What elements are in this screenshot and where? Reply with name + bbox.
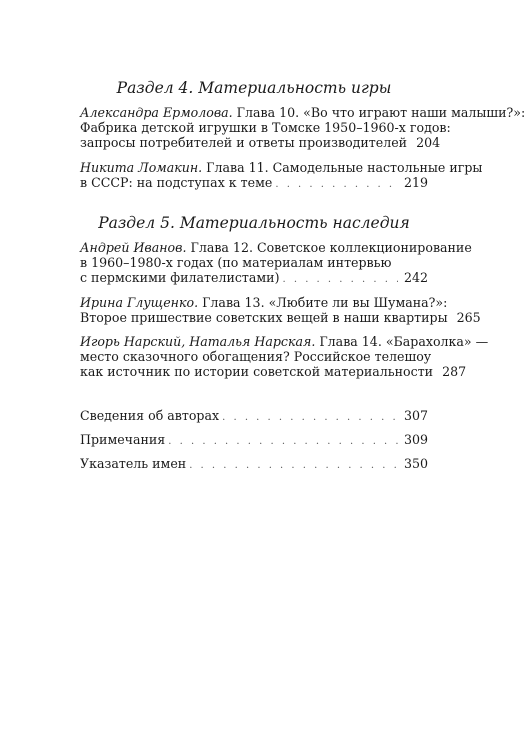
toc-entry-authors[interactable] [80,408,428,425]
dot-leader [222,410,398,425]
page-number: 265 [456,309,481,325]
entry-author: Игорь Нарский, Наталья Нарская. [80,334,316,350]
toc-entry-notes[interactable] [80,432,428,449]
entry-title-part: в СССР: на подступах к теме [80,174,273,190]
page-number: 242 [403,270,428,286]
dot-leader [275,177,398,192]
entry-label: Сведения об авторах [80,407,220,423]
section-5 [80,213,489,382]
page-number: 219 [403,174,428,190]
entry-label: Указатель имен [80,456,187,472]
entry-label: Примечания [80,431,166,447]
entry-title-part: место сказочного обогащения? Российское телешоу [80,349,432,365]
toc-entry-chapter-12[interactable] [80,240,472,288]
section-4 [80,78,526,192]
entry-title-part: Второе пришествие советских вещей в наши квартиры [80,309,448,325]
page-number: 307 [403,407,428,423]
table-of-contents [80,78,526,480]
dot-leader [189,458,398,473]
entry-title-part: Глава 12. Советское коллекционирование [186,240,472,256]
entry-title-part: как источник по истории советской материальности [80,364,434,380]
entry-title-part: Глава 10. «Во что играют наши малыши?»: [232,105,526,120]
back-matter [80,408,428,474]
entry-author: Андрей Иванов. [80,240,187,256]
toc-entry-chapter-10[interactable] [80,105,526,153]
entry-title-part: с пермскими филателистами) [80,270,280,286]
entry-title-part: Глава 13. «Любите ли вы Шумана?»: [198,294,448,310]
entry-title-part: в 1960–1980-х годах (по материалам интервью [80,255,392,271]
entry-title-part: Фабрика детской игрушки в Томске 1950–1960-х годов: [80,120,451,136]
page-number: 350 [403,456,428,472]
entry-title-part: Глава 11. Самодельные настольные игры [202,159,483,175]
entry-author: Ирина Глущенко. [80,294,199,310]
page-number: 204 [416,135,441,151]
toc-entry-chapter-14[interactable] [80,334,489,382]
entry-title-part: Глава 14. «Барахолка» — [315,334,489,350]
entry-author: Никита Ломакин. [80,159,203,175]
dot-leader [168,434,398,449]
entry-author: Александра Ермолова. [80,105,233,120]
toc-entry-index[interactable] [80,456,428,473]
dot-leader [282,272,397,287]
entry-title-part: запросы потребителей и ответы производителей [80,135,408,151]
page-number: 309 [403,431,428,447]
page-number: 287 [442,364,467,380]
section-title: Раздел 4. Материальность игры [116,79,392,97]
section-title: Раздел 5. Материальность наследия [98,214,410,233]
toc-entry-chapter-13[interactable] [80,294,481,327]
toc-entry-chapter-11[interactable] [80,159,483,192]
